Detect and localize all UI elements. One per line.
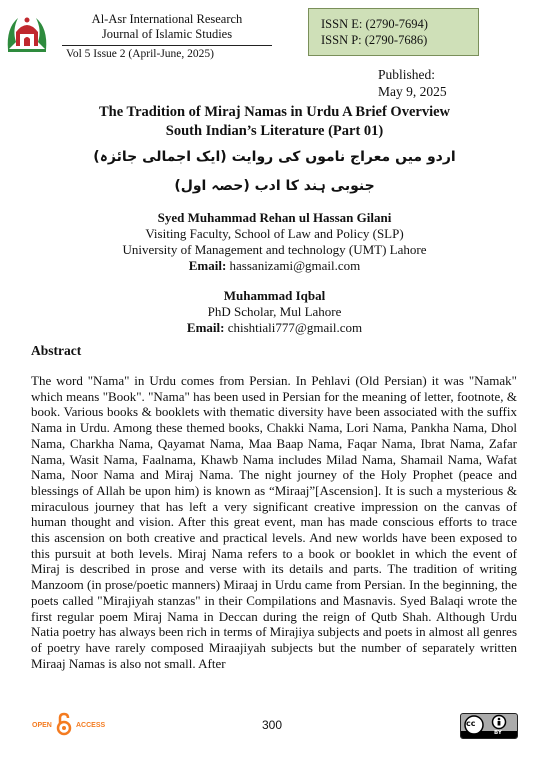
volume-issue: Vol 5 Issue 2 (April-June, 2025) — [66, 48, 214, 60]
cc-glyph: cc — [466, 719, 476, 728]
cc-license-badge[interactable] — [460, 713, 518, 739]
paper-title-line1: The Tradition of Miraj Namas in Urdu A Brief Overview — [98, 104, 451, 120]
published-date: May 9, 2025 — [378, 84, 447, 99]
author1-name: Syed Muhammad Rehan ul Hassan Gilani — [157, 210, 392, 225]
author1-affiliation-1: Visiting Faculty, School of Law and Policy (SLP) — [145, 226, 404, 241]
issn-box — [308, 8, 479, 56]
author2-email-label: Email: — [186, 320, 225, 335]
open-access-logo — [32, 712, 112, 738]
issn-print: ISSN P: (2790-7686) — [321, 33, 428, 47]
author1-email-line — [0, 258, 549, 274]
author1-affiliation-2: University of Management and technology (UMT) Lahore — [122, 242, 427, 257]
published-label: Published: — [378, 67, 436, 82]
author2-name: Muhammad Iqbal — [223, 288, 326, 303]
journal-name-line2: Journal of Islamic Studies — [101, 27, 233, 41]
cc-by-label: BY — [494, 730, 502, 736]
published-info — [378, 66, 447, 100]
author2-email[interactable]: chishtiali777@gmail.com — [227, 320, 363, 335]
open-access-icon — [56, 712, 72, 736]
author1-email-label: Email: — [188, 258, 227, 273]
author2-email-line — [0, 320, 549, 336]
author2-affiliation: PhD Scholar, Mul Lahore — [207, 304, 342, 319]
journal-name — [62, 12, 272, 42]
urdu-title-line1: اردو میں معراج ناموں کی روایت (ایک اجمالی جائزہ) — [93, 149, 456, 165]
paper-title-line2: South Indian’s Literature (Part 01) — [165, 123, 384, 139]
issn-electronic: ISSN E: (2790-7694) — [321, 17, 428, 31]
open-access-right: ACCESS — [76, 722, 106, 729]
header-divider — [62, 45, 272, 46]
abstract-body: The word "Nama" in Urdu comes from Persian. In Pehlavi (Old Persian) it was "Namak" which means "Book". "Nama" has been used in Persian for the meaning of letter, footnote, & book. Various books & booklets with thematic diversity have been associated with the suffix Nama in Urdu. Among these themed books, Chakki Nama, Lori Nama, Pankha Nama, Dhol Nama, Charkha Nama, Qayamat Nama, Maa Baap Nama, Faqar Nama, Ibrat Nama, Zafar Nama, Wasit Nama, Faalnama, Khawb Nama includes Milad Nama, Shamail Nama, Wafat Nama, Noor Nama and Miraj Nama. The night journey of the Holy Prophet (peace and blessings of Allah be upon him) is known as “Miraaj”[Ascension]. It is such a mysterious & miraculous journey that has left a very significant creative impression on the canvas of human thought and vision. After this great event, man has made conscious efforts to trace this ascension on both creative and practical levels. And new worlds have been exposed to this pursuit at both levels. Miraj Nama refers to a book or booklet in which the event of Miraj is described in prose and verse with its details and parts. The tradition of writing Manzoom (in prose/poetic manners) Miraaj in Urdu came from Persian. In the beginning, the poets called "Mirajiyah stanzas" in their Compilations and Masnavis. Syed Balaqi wrote the first regular poem Miraj Nama in Deccan during the reign of Qutb Shah. Although Urdu Natia poetry has always been rich in terms of Mirajiya subjects and poets in almost all genres of poetry have rarely composed Miraajiyah subjects but the number of separately written Miraaj Namas is also not small. After — [31, 373, 517, 671]
page-number: 300 — [262, 718, 283, 732]
journal-logo — [2, 6, 52, 56]
author1-email[interactable]: hassanizami@gmail.com — [229, 258, 361, 273]
urdu-title-line2: جنوبی ہند کا ادب (حصہ اول) — [174, 178, 375, 194]
abstract-heading: Abstract — [31, 343, 82, 358]
open-access-left: OPEN — [32, 722, 52, 729]
journal-name-line1: Al-Asr International Research — [91, 12, 243, 26]
